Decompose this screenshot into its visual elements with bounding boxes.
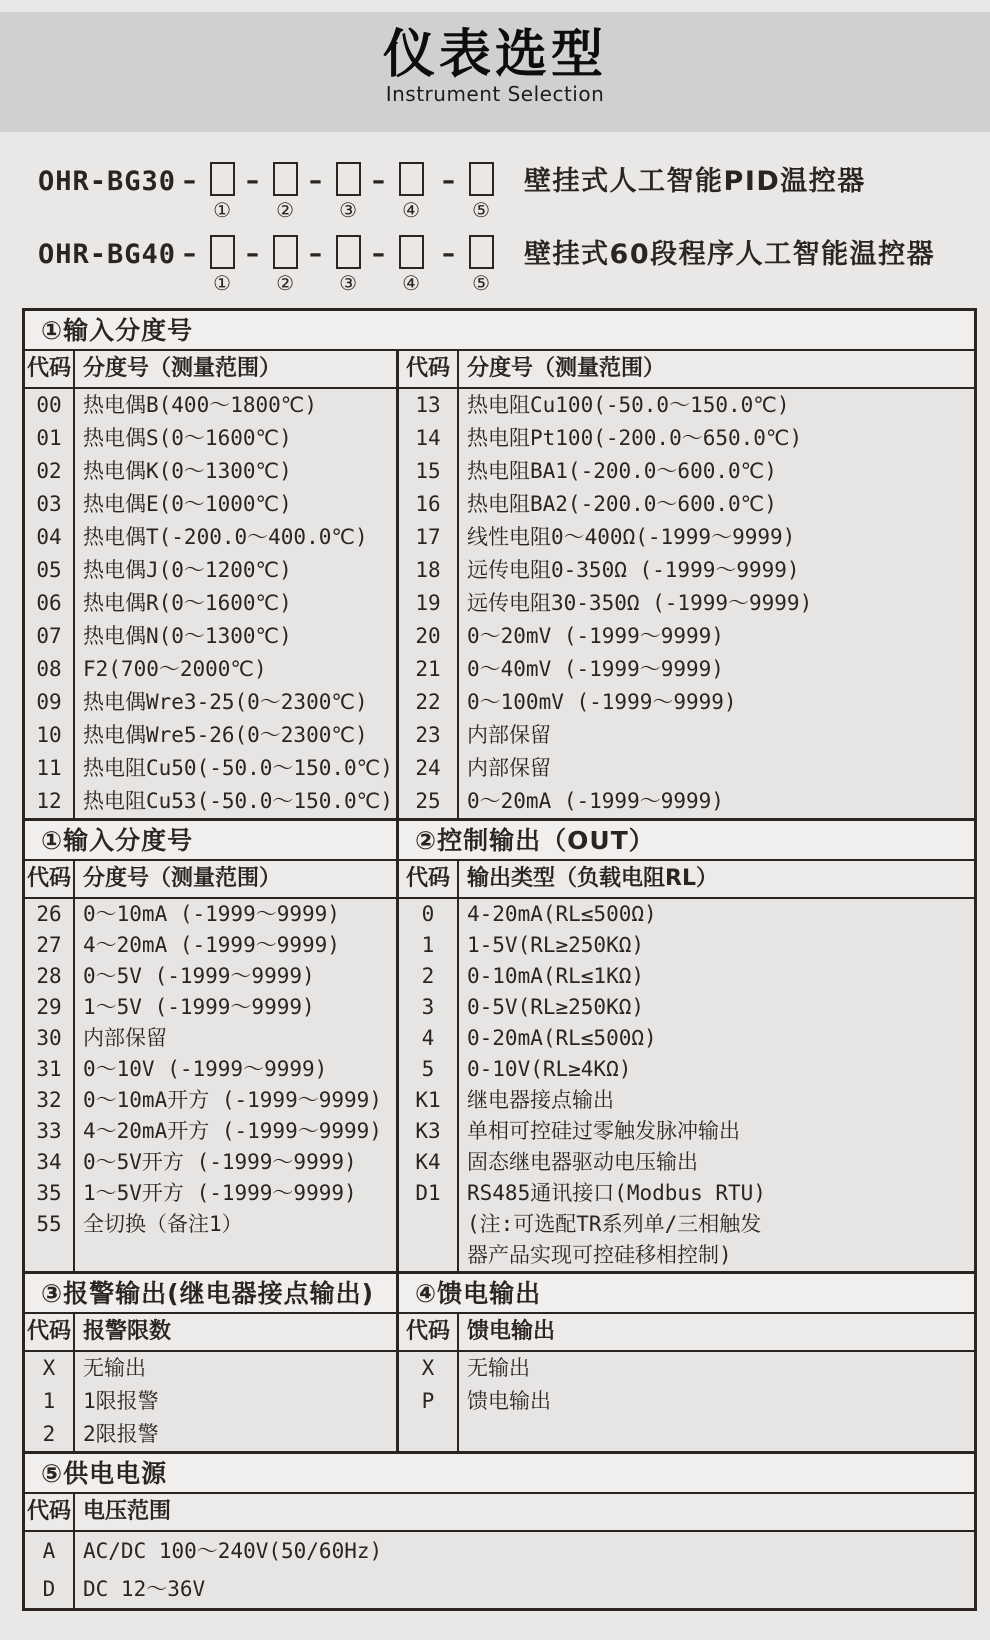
table-rows (399, 1352, 974, 1418)
row-label: 1～5V开方 (-1999～9999) (83, 1181, 357, 1205)
table-row (399, 389, 974, 422)
table-row (25, 653, 396, 686)
model-slot (246, 162, 302, 221)
sub-table-left (25, 861, 399, 1271)
row-label: 无输出 (467, 1356, 530, 1380)
model-box-number: ④ (402, 198, 421, 222)
model-slot (309, 235, 365, 294)
row-label: DC 12～36V (83, 1577, 206, 1601)
row-code: 17 (415, 525, 441, 549)
row-label: 热电偶E(0～1000℃) (83, 492, 292, 516)
row-label: 热电阻BA2(-200.0～600.0℃) (467, 492, 777, 516)
row-label: F2(700～2000℃) (83, 657, 267, 681)
table-row (399, 1209, 974, 1240)
row-code: 11 (36, 756, 62, 780)
row-code: 2 (42, 1422, 56, 1446)
row-code: X (42, 1356, 56, 1380)
row-label: 继电器接点输出 (467, 1088, 614, 1112)
row-code: 4 (421, 1026, 435, 1050)
row-label: 0-5V(RL≥250KΩ) (467, 995, 645, 1019)
dash-separator: – (183, 166, 197, 196)
table-row (25, 992, 396, 1023)
model-slot (442, 235, 498, 294)
row-code: 3 (421, 995, 435, 1019)
table-row (399, 455, 974, 488)
table-row (25, 521, 396, 554)
column-headers (399, 861, 974, 899)
table-row (25, 488, 396, 521)
section-alarm-and-feed-output (25, 1271, 974, 1451)
column-divider (457, 861, 459, 1271)
column-header-label: 馈电输出 (467, 1319, 556, 1344)
row-code: 30 (36, 1026, 62, 1050)
row-label: 0～40mV (-1999～9999) (467, 657, 724, 681)
row-label: 远传电阻0-350Ω (-1999～9999) (467, 558, 800, 582)
row-code: K1 (415, 1088, 441, 1112)
row-label: 热电阻Cu100(-50.0～150.0℃) (467, 393, 790, 417)
model-description: 壁挂式人工智能PID温控器 (524, 166, 866, 197)
row-label: 热电偶Wre5-26(0～2300℃) (83, 723, 368, 747)
model-option-box (273, 162, 298, 196)
selection-table (22, 308, 977, 1611)
table-row (399, 1352, 974, 1385)
row-code: 21 (415, 657, 441, 681)
table-row (399, 1385, 974, 1418)
model-box-number: ⑤ (472, 198, 491, 222)
table-row (399, 587, 974, 620)
dash-separator: – (442, 166, 456, 196)
column-header-code: 代码 (26, 1499, 71, 1524)
table-rows (25, 899, 396, 1240)
row-code: 02 (36, 459, 62, 483)
table-row (25, 455, 396, 488)
row-code: K4 (415, 1150, 441, 1174)
row-label: RS485通讯接口(Modbus RTU) (467, 1181, 766, 1205)
table-row (399, 961, 974, 992)
row-label: 0～5V开方 (-1999～9999) (83, 1150, 357, 1174)
row-code: 0 (421, 902, 435, 926)
column-header-code: 代码 (26, 1319, 71, 1344)
row-label: 热电偶J(0～1200℃) (83, 558, 292, 582)
header-band (0, 12, 990, 132)
row-label: 1限报警 (83, 1389, 159, 1413)
table-row (25, 587, 396, 620)
model-box-number: ⑤ (472, 271, 491, 295)
table-row (25, 930, 396, 961)
column-header-code: 代码 (405, 866, 450, 891)
table-row (399, 653, 974, 686)
row-code: 2 (421, 964, 435, 988)
row-label: 0～10mA开方 (-1999～9999) (83, 1088, 382, 1112)
row-label: (注:可选配TR系列单/三相触发 (467, 1212, 762, 1236)
table-row (399, 554, 974, 587)
model-slots (176, 235, 498, 294)
row-code: 03 (36, 492, 62, 516)
row-code: 09 (36, 690, 62, 714)
table-row (399, 1054, 974, 1085)
row-label: 全切换（备注1） (83, 1212, 243, 1236)
row-label: 热电偶Wre3-25(0～2300℃) (83, 690, 368, 714)
row-code: X (421, 1356, 435, 1380)
table-row (25, 752, 396, 785)
model-slot (442, 162, 498, 221)
section-title-right: ②控制输出（OUT） (415, 826, 655, 855)
model-description: 壁挂式60段程序人工智能温控器 (524, 239, 936, 270)
table-row (25, 1147, 396, 1178)
row-code: 15 (415, 459, 441, 483)
row-label: 热电偶K(0～1300℃) (83, 459, 292, 483)
model-box-number: ③ (339, 198, 358, 222)
row-label: 1～5V (-1999～9999) (83, 995, 315, 1019)
table-rows (399, 389, 974, 818)
row-label: 热电偶R(0～1600℃) (83, 591, 292, 615)
table-row (25, 389, 396, 422)
row-label: 热电偶N(0～1300℃) (83, 624, 292, 648)
section-body (25, 861, 974, 1271)
row-code: 14 (415, 426, 441, 450)
row-code: 24 (415, 756, 441, 780)
row-code (399, 1240, 457, 1271)
model-slot (183, 235, 239, 294)
model-code: OHR-BG40 (38, 239, 177, 270)
column-header-label: 分度号（测量范围） (467, 356, 666, 381)
model-option-box (399, 162, 424, 196)
table-row (399, 930, 974, 961)
model-box-number: ② (276, 198, 295, 222)
table-row (25, 554, 396, 587)
model-box-column (464, 235, 498, 294)
column-header-label: 报警限数 (83, 1319, 172, 1344)
row-code: D1 (415, 1181, 441, 1205)
table-row (25, 785, 396, 818)
row-code: 05 (36, 558, 62, 582)
model-slots (176, 162, 498, 221)
row-label: 热电阻Pt100(-200.0～650.0℃) (467, 426, 803, 450)
row-code: 07 (36, 624, 62, 648)
column-headers (25, 1314, 396, 1352)
section-title-right: ④馈电输出 (415, 1279, 542, 1308)
row-label: 0～10V (-1999～9999) (83, 1057, 328, 1081)
dash-separator: – (442, 239, 456, 269)
table-row (25, 1418, 396, 1451)
model-box-column (464, 162, 498, 221)
row-label: 2限报警 (83, 1422, 159, 1446)
page-subtitle: Instrument Selection (385, 82, 605, 106)
section-title: ①输入分度号 (25, 311, 974, 351)
dash-separator: – (183, 239, 197, 269)
row-code: 23 (415, 723, 441, 747)
table-rows (399, 899, 974, 1271)
model-box-number: ② (276, 271, 295, 295)
row-code: 28 (36, 964, 62, 988)
row-label: 热电阻Cu50(-50.0～150.0℃) (83, 756, 393, 780)
row-label: 内部保留 (467, 723, 551, 747)
row-label: AC/DC 100～240V(50/60Hz) (83, 1539, 383, 1563)
table-row (25, 1054, 396, 1085)
dash-separator: – (246, 166, 260, 196)
row-label: 热电偶T(-200.0～400.0℃) (83, 525, 368, 549)
section-title: ⑤供电电源 (25, 1454, 974, 1494)
model-box-column (268, 162, 302, 221)
row-label: 馈电输出 (467, 1389, 551, 1413)
model-option-box (399, 235, 424, 269)
table-row (25, 1085, 396, 1116)
row-code: K3 (415, 1119, 441, 1143)
table-row (399, 1178, 974, 1209)
column-headers (399, 351, 974, 389)
column-divider (73, 351, 75, 818)
column-header-code: 代码 (26, 866, 71, 891)
model-box-column (205, 235, 239, 294)
table-row (399, 752, 974, 785)
row-label: 固态继电器驱动电压输出 (467, 1150, 698, 1174)
table-rows (25, 389, 396, 818)
sub-table-right (399, 351, 974, 818)
section-body (25, 1314, 974, 1451)
row-code: 5 (421, 1057, 435, 1081)
model-code: OHR-BG30 (38, 166, 177, 197)
row-code: 06 (36, 591, 62, 615)
model-box-column (394, 162, 428, 221)
row-code: 00 (36, 393, 62, 417)
row-label: 热电偶S(0～1600℃) (83, 426, 292, 450)
table-rows (25, 1352, 396, 1451)
column-headers (25, 1494, 974, 1532)
column-headers (399, 1314, 974, 1352)
row-code: D (42, 1577, 56, 1601)
column-header-code: 代码 (405, 356, 450, 381)
row-code: 25 (415, 789, 441, 813)
table-row (25, 1209, 396, 1240)
model-option-box (469, 162, 494, 196)
row-code: 19 (415, 591, 441, 615)
table-row (399, 1240, 974, 1271)
row-label: 1-5V(RL≥250KΩ) (467, 933, 645, 957)
model-box-column (205, 162, 239, 221)
table-row (399, 488, 974, 521)
section-title (25, 1274, 974, 1314)
table-row (25, 1385, 396, 1418)
row-label: 线性电阻0～400Ω(-1999～9999) (467, 525, 796, 549)
table-row (25, 1178, 396, 1209)
row-code: A (42, 1539, 56, 1563)
table-row (399, 992, 974, 1023)
row-label: 0～100mV (-1999～9999) (467, 690, 737, 714)
table-row (25, 1023, 396, 1054)
row-code: 08 (36, 657, 62, 681)
row-label: 远传电阻30-350Ω (-1999～9999) (467, 591, 813, 615)
row-code: 10 (36, 723, 62, 747)
table-row (25, 620, 396, 653)
model-option-box (273, 235, 298, 269)
row-code: 01 (36, 426, 62, 450)
section-input-graduation-2-and-control-output (25, 818, 974, 1271)
model-option-box (210, 235, 235, 269)
section-body (25, 351, 974, 818)
table-row (399, 1023, 974, 1054)
model-option-box (210, 162, 235, 196)
row-label: 4～20mA (-1999～9999) (83, 933, 340, 957)
sub-table-right (399, 861, 974, 1271)
model-box-number: ③ (339, 271, 358, 295)
row-code: 33 (36, 1119, 62, 1143)
table-row (25, 1532, 974, 1570)
table-row (399, 1147, 974, 1178)
row-code: 35 (36, 1181, 62, 1205)
table-row (399, 1116, 974, 1147)
dash-separator: – (372, 239, 386, 269)
row-label: 热电阻Cu53(-50.0～150.0℃) (83, 789, 393, 813)
table-row (399, 521, 974, 554)
table-row (25, 686, 396, 719)
row-label: 热电阻BA1(-200.0～600.0℃) (467, 459, 777, 483)
section-input-graduation-1 (25, 311, 974, 818)
table-row (25, 899, 396, 930)
table-rows (25, 1532, 974, 1608)
column-header-label: 电压范围 (83, 1499, 172, 1524)
row-code: 26 (36, 902, 62, 926)
row-code: 04 (36, 525, 62, 549)
table-row (25, 1116, 396, 1147)
column-header-code: 代码 (26, 356, 71, 381)
row-label: 0～20mV (-1999～9999) (467, 624, 724, 648)
table-row (399, 686, 974, 719)
model-slot (309, 162, 365, 221)
row-code: 13 (415, 393, 441, 417)
column-divider (73, 1494, 75, 1608)
sub-table-full (25, 1494, 974, 1608)
row-code: 27 (36, 933, 62, 957)
dash-separator: – (309, 239, 323, 269)
row-code: 1 (42, 1389, 56, 1413)
dash-separator: – (246, 239, 260, 269)
model-ordering-area (38, 162, 968, 308)
table-row (399, 620, 974, 653)
table-row (25, 1570, 974, 1608)
row-code: P (421, 1389, 435, 1413)
model-box-column (331, 235, 365, 294)
row-code: 16 (415, 492, 441, 516)
row-code: 31 (36, 1057, 62, 1081)
table-row (399, 422, 974, 455)
model-box-column (268, 235, 302, 294)
row-label: 0～20mA (-1999～9999) (467, 789, 724, 813)
section-body (25, 1494, 974, 1608)
row-code: 20 (415, 624, 441, 648)
row-label: 0-20mA(RL≤500Ω) (467, 1026, 657, 1050)
page-title: 仪表选型 (382, 25, 607, 85)
model-option-box (469, 235, 494, 269)
row-code: 55 (36, 1212, 62, 1236)
row-label: 0～10mA (-1999～9999) (83, 902, 340, 926)
dash-separator: – (309, 166, 323, 196)
column-headers (25, 861, 396, 899)
table-row (399, 785, 974, 818)
dash-separator: – (372, 166, 386, 196)
column-headers (25, 351, 396, 389)
column-header-label: 分度号（测量范围） (83, 356, 282, 381)
table-row (25, 719, 396, 752)
row-label: 0-10mA(RL≤1KΩ) (467, 964, 645, 988)
row-label: 4～20mA开方 (-1999～9999) (83, 1119, 382, 1143)
table-row (25, 422, 396, 455)
column-divider (73, 861, 75, 1271)
sub-table-right (399, 1314, 974, 1451)
row-code: 32 (36, 1088, 62, 1112)
model-box-column (331, 162, 365, 221)
column-divider (457, 351, 459, 818)
row-code: 12 (36, 789, 62, 813)
section-power-supply (25, 1451, 974, 1608)
table-row (25, 961, 396, 992)
model-option-box (336, 162, 361, 196)
row-label: 热电偶B(400～1800℃) (83, 393, 318, 417)
row-label: 器产品实现可控硅移相控制) (467, 1243, 732, 1267)
table-row (399, 1085, 974, 1116)
model-slot (372, 235, 428, 294)
model-box-number: ④ (402, 271, 421, 295)
column-header-code: 代码 (405, 1319, 450, 1344)
model-box-number: ① (213, 271, 232, 295)
row-label: 内部保留 (467, 756, 551, 780)
model-option-box (336, 235, 361, 269)
row-code: 29 (36, 995, 62, 1019)
row-code: 1 (421, 933, 435, 957)
row-code: 22 (415, 690, 441, 714)
row-label: 0-10V(RL≥4KΩ) (467, 1057, 632, 1081)
model-line-bg40 (38, 235, 968, 308)
row-label: 无输出 (83, 1356, 146, 1380)
row-label: 内部保留 (83, 1026, 167, 1050)
table-row (399, 719, 974, 752)
sub-table-left (25, 1314, 399, 1451)
model-box-number: ① (213, 198, 232, 222)
column-divider (73, 1314, 75, 1451)
section-title-left: ③报警输出(继电器接点输出) (25, 1274, 399, 1312)
sub-table-left (25, 351, 399, 818)
model-slot (246, 235, 302, 294)
model-line-bg30 (38, 162, 968, 235)
section-title (25, 821, 974, 861)
column-divider (457, 1314, 459, 1451)
section-title-left: ①输入分度号 (25, 821, 399, 859)
model-slot (372, 162, 428, 221)
table-row (25, 1352, 396, 1385)
model-box-column (394, 235, 428, 294)
model-slot (183, 162, 239, 221)
row-label: 单相可控硅过零触发脉冲输出 (467, 1119, 740, 1143)
column-header-label: 分度号（测量范围） (83, 866, 282, 891)
row-code: 34 (36, 1150, 62, 1174)
row-label: 0～5V (-1999～9999) (83, 964, 315, 988)
row-label: 4-20mA(RL≤500Ω) (467, 902, 657, 926)
row-code: 18 (415, 558, 441, 582)
column-header-label: 输出类型（负载电阻RL） (467, 866, 718, 891)
row-code (399, 1209, 457, 1240)
table-row (399, 899, 974, 930)
